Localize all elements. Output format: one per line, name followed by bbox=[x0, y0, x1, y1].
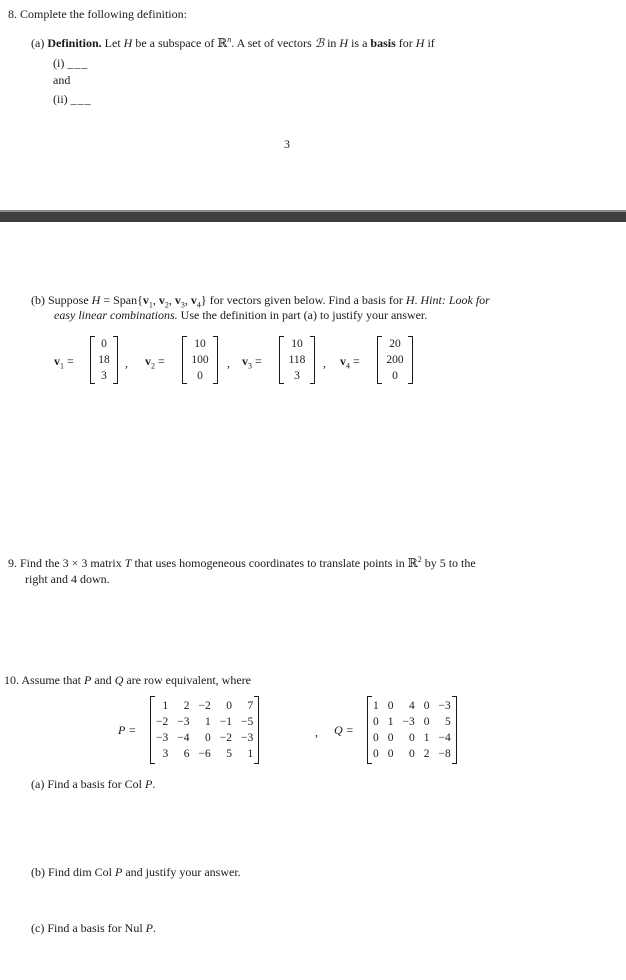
q10a-dot: . bbox=[152, 777, 156, 791]
matrix-entry: −4 bbox=[177, 732, 190, 744]
matrix-row bbox=[373, 730, 451, 746]
matrix-entry: −3 bbox=[438, 700, 451, 712]
matrix-entry: 0 bbox=[423, 716, 430, 728]
matrix-entry: 0 bbox=[373, 748, 379, 760]
q10-text: are row equivalent, where bbox=[126, 673, 251, 687]
vector-index: 4 bbox=[346, 361, 350, 371]
q10a-symbol: P bbox=[145, 777, 153, 791]
def-symbol: H bbox=[415, 36, 425, 50]
matrix-entry: 4 bbox=[409, 700, 415, 712]
matrix-entry: −2 bbox=[156, 716, 169, 728]
matrix-p-label: P = bbox=[118, 723, 137, 737]
matrix-entry: 7 bbox=[247, 700, 254, 712]
q10c-label: (c) bbox=[31, 921, 45, 935]
q8-prompt: Complete the following definition: bbox=[20, 7, 187, 21]
vector-v2 bbox=[182, 336, 218, 384]
span-vector: v bbox=[142, 293, 149, 307]
matrix-entry: 1 bbox=[373, 700, 379, 712]
matrix-entry: −6 bbox=[198, 748, 211, 760]
vector-index: 2 bbox=[151, 361, 155, 371]
matrix-row bbox=[373, 698, 451, 714]
def-keyword: basis bbox=[370, 36, 396, 50]
q9-number: 9. bbox=[8, 556, 17, 570]
q10-number: 10. bbox=[4, 673, 19, 687]
matrix-entry: 1 bbox=[423, 732, 430, 744]
q8b-line2 bbox=[54, 308, 427, 322]
q8a-definition bbox=[31, 36, 435, 50]
q8b-text: Use the definition in part (a) to justify your answer. bbox=[180, 308, 428, 322]
matrix-entry: 0 bbox=[409, 732, 415, 744]
matrix-entry: −3 bbox=[177, 716, 190, 728]
vector-v4 bbox=[377, 336, 413, 384]
q9-superscript: 2 bbox=[417, 555, 422, 564]
vector-entry: 3 bbox=[294, 370, 300, 382]
matrix-entry: 1 bbox=[205, 716, 211, 728]
matrix-entry: 0 bbox=[387, 732, 394, 744]
q10b-symbol: P bbox=[115, 865, 123, 879]
matrix-entry: −4 bbox=[438, 732, 451, 744]
q8b-line1: (b) Suppose $H = Span\{v_1$, $v_2$, $v_3$, $v_4$} for vectors given below. Find a basis for H. Hint: Look for bbox=[31, 293, 490, 310]
vector-v2-label: $v_2$ = bbox=[145, 354, 165, 371]
separator-comma: , bbox=[323, 356, 326, 370]
q8b-symbol: H bbox=[405, 293, 415, 307]
vector-entry: 0 bbox=[101, 338, 107, 350]
q8-number: 8. bbox=[8, 7, 17, 21]
q10-symbol: Q bbox=[114, 673, 124, 687]
separator-comma: , bbox=[315, 725, 318, 739]
matrix-row bbox=[156, 746, 253, 762]
vector-entry: 100 bbox=[191, 354, 209, 366]
matrix-entry: 0 bbox=[423, 700, 430, 712]
q10c bbox=[31, 921, 156, 935]
q9-symbol: T bbox=[124, 556, 132, 570]
matrix-row bbox=[373, 746, 451, 762]
matrix-entry: −3 bbox=[156, 732, 169, 744]
vector-entry: 3 bbox=[101, 370, 107, 382]
def-text: in bbox=[327, 36, 337, 50]
matrix-p-table bbox=[156, 698, 253, 762]
q10c-symbol: P bbox=[145, 921, 153, 935]
def-text: for bbox=[398, 36, 413, 50]
matrix-entry: −3 bbox=[241, 732, 254, 744]
q8a-label: (a) bbox=[31, 36, 45, 50]
q9-text: that uses homogeneous coordinates to translate points in bbox=[134, 556, 405, 570]
vector-index: 1 bbox=[60, 361, 64, 371]
vector-entry: 0 bbox=[197, 370, 203, 382]
q8b-text: } for vectors given below. Find a basis for bbox=[200, 293, 403, 307]
q8a-item-i bbox=[53, 56, 88, 70]
matrix-entry: 1 bbox=[247, 748, 254, 760]
matrix-entry: 1 bbox=[162, 700, 169, 712]
matrix-entry: 0 bbox=[387, 748, 394, 760]
page-divider bbox=[0, 210, 626, 222]
span-vector: v bbox=[158, 293, 165, 307]
q10-symbol: P bbox=[84, 673, 92, 687]
matrix-entry: 3 bbox=[162, 748, 169, 760]
vector-entry: 118 bbox=[288, 354, 306, 366]
matrix-entry: −5 bbox=[241, 716, 254, 728]
matrix-entry: 0 bbox=[205, 732, 211, 744]
q10b bbox=[31, 865, 241, 879]
matrix-row bbox=[156, 698, 253, 714]
vector-entry: 200 bbox=[386, 354, 404, 366]
matrix-row bbox=[156, 714, 253, 730]
page-number: 3 bbox=[284, 137, 290, 151]
hint-text: easy linear combinations. bbox=[54, 308, 178, 322]
matrix-p bbox=[150, 696, 259, 764]
matrix-entry: −2 bbox=[219, 732, 232, 744]
def-text: be a subspace of bbox=[135, 36, 215, 50]
def-symbol: H bbox=[339, 36, 349, 50]
vector-v1 bbox=[90, 336, 118, 384]
q9-text: by 5 to the bbox=[424, 556, 476, 570]
matrix-entry: 0 bbox=[373, 716, 379, 728]
def-text: Let bbox=[104, 36, 121, 50]
vector-index: 3 bbox=[248, 361, 252, 371]
q10b-text: and justify your answer. bbox=[125, 865, 241, 879]
q10-text: and bbox=[94, 673, 112, 687]
def-text: if bbox=[427, 36, 435, 50]
matrix-q-label: Q = bbox=[334, 723, 354, 737]
matrix-row bbox=[156, 730, 253, 746]
matrix-q-table bbox=[373, 698, 451, 762]
q8b-text: = Span{ bbox=[103, 293, 143, 307]
answer-blank: ___ bbox=[67, 56, 89, 70]
q8b-text: . bbox=[414, 293, 418, 307]
matrix-entry: 5 bbox=[226, 748, 232, 760]
vector-entry: 10 bbox=[194, 338, 206, 350]
hint-label: Hint: Look for bbox=[420, 293, 490, 307]
q8b-label: (b) bbox=[31, 293, 45, 307]
q10-text: Assume that bbox=[21, 673, 82, 687]
matrix-entry: −3 bbox=[402, 716, 415, 728]
vector-v4-label: $v_4$ = bbox=[340, 354, 360, 371]
q9-symbol: ℝ bbox=[407, 556, 418, 570]
separator-comma: , bbox=[227, 356, 230, 370]
matrix-entry: 0 bbox=[226, 700, 232, 712]
vector-v3 bbox=[279, 336, 315, 384]
matrix-entry: 5 bbox=[445, 716, 451, 728]
vector-entry: 20 bbox=[389, 338, 401, 350]
item-label: (i) bbox=[53, 56, 65, 70]
q8b-text: Suppose bbox=[48, 293, 89, 307]
vector-v3-label: $v_3$ = bbox=[242, 354, 262, 371]
q8a-item-ii bbox=[53, 92, 92, 106]
def-symbol: H bbox=[123, 36, 133, 50]
q9-line2: right and 4 down. bbox=[25, 572, 110, 586]
q8-heading bbox=[8, 7, 187, 21]
def-superscript: n bbox=[227, 35, 232, 44]
answer-blank: ___ bbox=[70, 92, 92, 106]
vector-entry: 0 bbox=[392, 370, 398, 382]
matrix-entry: 0 bbox=[409, 748, 415, 760]
vector-entry: 18 bbox=[98, 354, 110, 366]
q8a-and: and bbox=[53, 73, 71, 87]
separator-comma: , bbox=[125, 356, 128, 370]
matrix-entry: 0 bbox=[373, 732, 379, 744]
span-vector: v bbox=[190, 293, 197, 307]
q10-heading bbox=[4, 673, 251, 687]
q10a-text: Find a basis for Col bbox=[47, 777, 142, 791]
matrix-entry: 2 bbox=[423, 748, 430, 760]
q10b-text: Find dim Col bbox=[48, 865, 113, 879]
q9-text: Find the 3 × 3 matrix bbox=[20, 556, 122, 570]
vector-v1-label: $v_1$ = bbox=[54, 354, 74, 371]
matrix-row bbox=[373, 714, 451, 730]
def-text: is a bbox=[351, 36, 368, 50]
vector-symbol: v bbox=[242, 354, 248, 368]
matrix-entry: 1 bbox=[387, 716, 394, 728]
matrix-q bbox=[367, 696, 457, 764]
q10c-text: Find a basis for Nul bbox=[47, 921, 143, 935]
span-vector: v bbox=[174, 293, 181, 307]
matrix-entry: 2 bbox=[183, 700, 190, 712]
q10c-dot: . bbox=[153, 921, 156, 935]
matrix-entry: −8 bbox=[438, 748, 451, 760]
vector-symbol: v bbox=[54, 354, 60, 368]
vector-entry: 10 bbox=[291, 338, 303, 350]
q10b-label: (b) bbox=[31, 865, 45, 879]
def-symbol: ℝ bbox=[217, 36, 228, 50]
matrix-entry: 0 bbox=[387, 700, 394, 712]
definition-title: Definition. bbox=[47, 36, 102, 50]
def-symbol: ℬ bbox=[314, 36, 325, 50]
vector-symbol: v bbox=[340, 354, 346, 368]
q10a-label: (a) bbox=[31, 777, 45, 791]
matrix-entry: −2 bbox=[198, 700, 211, 712]
def-text: . A set of vectors bbox=[231, 36, 312, 50]
q8b-symbol: H bbox=[91, 293, 101, 307]
matrix-entry: −1 bbox=[219, 716, 232, 728]
matrix-entry: 6 bbox=[183, 748, 190, 760]
q10a bbox=[31, 777, 155, 791]
item-label: (ii) bbox=[53, 92, 68, 106]
vector-symbol: v bbox=[145, 354, 151, 368]
q9-line1 bbox=[8, 556, 476, 570]
